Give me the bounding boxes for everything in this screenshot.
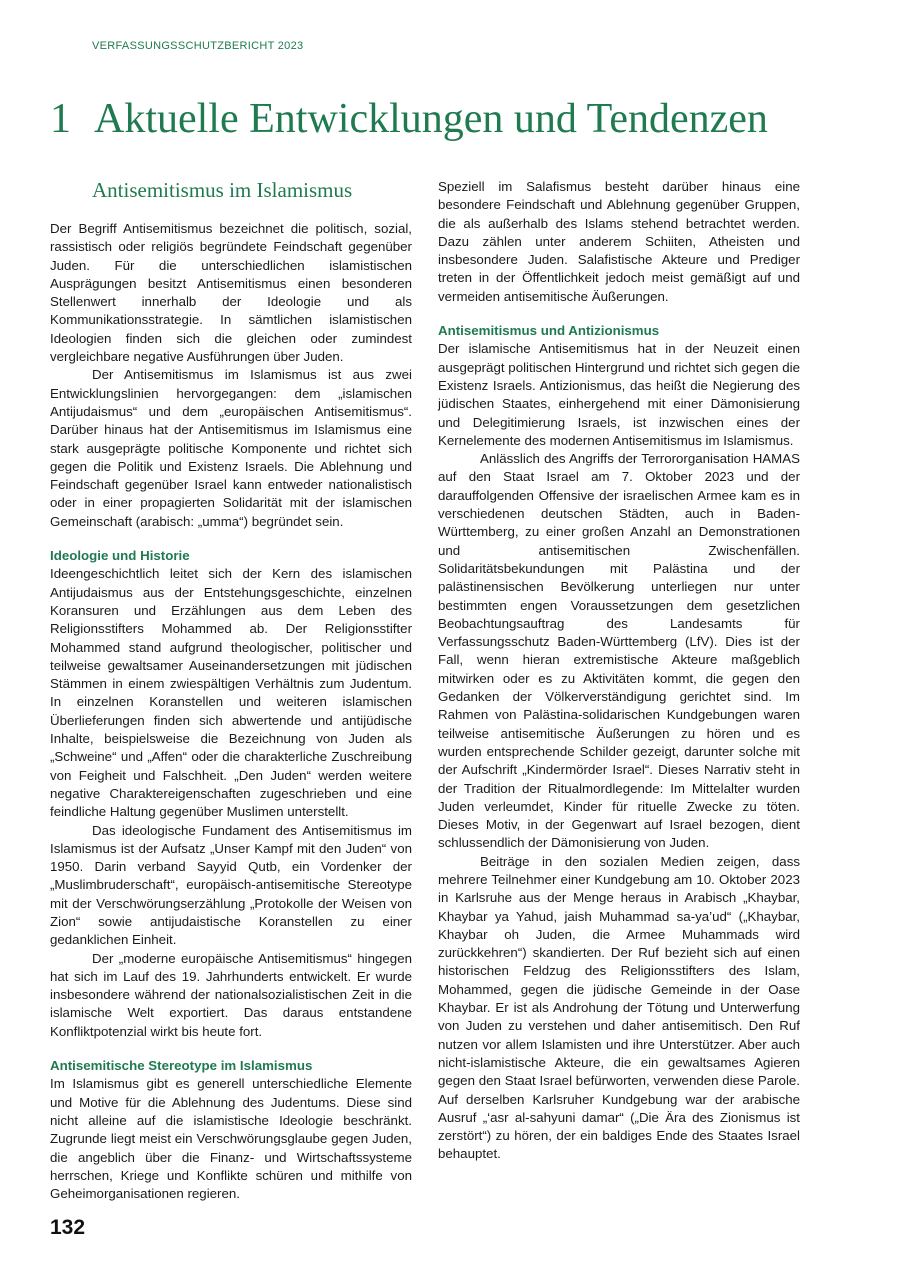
paragraph: Ideengeschichtlich leitet sich der Kern des islamischen Antijudaismus aus der Entstehungsgeschichte, einzelnen Koransuren und Erzählungen aus dem Leben des Religionsstifters Mohammed ab. Der Religionsstifter Mohammed stand aufgrund theologischer, politischer und teilweise gewaltsamer Auseinandersetzungen mit jüdischen Stämmen in einem zwiespältigen Verhältnis zum Judentum. In einzelnen Koranstellen und weiteren islamischen Überlieferungen finden sich abwertende und antijüdische Inhalte, beispielsweise die Bezeichnung von Juden als „Schweine“ und „Affen“ oder die charakterliche Zuschreibung von Feigheit und Falschheit. „Den Juden“ werden weitere negative Charaktereigenschaften zugeschrieben und eine feindliche Haltung gegenüber Muslimen unterstellt. — [50, 566, 412, 820]
paragraph: Der Antisemitismus im Islamismus ist aus zwei Entwicklungslinien hervorgegangen: dem „islamischen Antijudaismus“ und dem „europäischen Antisemitismus“. Darüber hinaus hat der Antisemitismus im Islamismus eine stark ausgeprägte politische Komponente und richtet sich gegen die Politik und Existenz Israels. Die Ablehnung und Feindschaft gegenüber Israel kann entweder nationalistisch oder in einer propagierten Solidarität mit der islamischen Gemeinschaft (arabisch: „umma“) begründet sein. — [50, 367, 412, 529]
paragraph: Anlässlich des Angriffs der Terrororganisation HAMAS auf den Staat Israel am 7. Oktober 2023 und der darauffolgenden Offensive der israelischen Armee kam es in verschiedenen deutschen Städten, auch in Baden-Württemberg, zu einer großen Anzahl an Demonstrationen und antisemitischen Zwischenfällen. Solidaritätsbekundungen mit Palästina und der palästinensischen Bevölkerung unterliegen nur unter bestimmten engen Voraussetzungen dem gesetzlichen Beobachtungsauftrag des Landesamts für Verfassungsschutz Baden-Württemberg (LfV). Dies ist der Fall, wenn hieran extremistische Akteure maßgeblich mitwirken oder es zu Aktivitäten kommt, die gegen den Gedanken der Völkerverständigung gerichtet sind. Im Rahmen von Palästina-solidarischen Kundgebungen waren teilweise antisemitische Äußerungen zu hören und es wurden entsprechende Schilder gezeigt, darunter solche mit der Aufschrift „Kindermörder Israel“. Dieses Narrativ steht in der Tradition der Ritualmordlegende: Im Mittelalter wurden Juden verleumdet, Kinder für rituelle Zwecke zu töten. Dieses Motiv, in der Gegenwart auf Israel bezogen, dient schlussendlich der Dämonisierung von Juden. — [438, 451, 800, 851]
chapter-title-text: Aktuelle Entwicklungen und Tendenzen — [94, 96, 768, 142]
chapter-title — [50, 95, 870, 143]
section-title: Antisemitismus im Islamismus — [92, 178, 353, 202]
paragraph: Das ideologische Fundament des Antisemitismus im Islamismus ist der Aufsatz „Unser Kampf mit den Juden“ von 1950. Darin verband Sayyid Qutb, ein Vordenker der „Muslimbruderschaft“, europäisch-antisemitische Stereotype mit der Verschwörungserzählung „Protokolle der Weisen von Zion“ sowie antijudaistische Koranstellen zu einer gedanklichen Einheit. — [50, 822, 412, 948]
page-number: 132 — [50, 1216, 86, 1239]
paragraph: Im Islamismus gibt es generell unterschiedliche Elemente und Motive für die Ablehnung des Judentums. Diese sind nicht alleine auf die islamistische Ideologie beschränkt. Zugrunde liegt meist ein Verschwörungsglaube gegen Juden, die angeblich über die Finanz- und Wirtschaftssysteme herrschen, Kriege und Konflikte schüren und mithilfe von Geheimorganisationen regieren. — [50, 1076, 412, 1202]
paragraph: Der „moderne europäische Antisemitismus“ hingegen hat sich im Lauf des 19. Jahrhunderts entwickelt. Er wurde insbesondere während der nationalsozialistischen Zeit in die islamische Welt exportiert. Das daraus entstandene Konfliktpotenzial wirkt bis heute fort. — [50, 950, 412, 1039]
left-column — [50, 178, 412, 1203]
chapter-number: 1 — [50, 96, 71, 142]
paragraph: Der islamische Antisemitismus hat in der Neuzeit einen ausgeprägt politischen Hintergrund und richtet sich gegen die Existenz Israels. Antizionismus, das heißt die Negierung des jüdischen Staates, einhergehend mit einer Dämonisierung und Delegitimierung Israels, ist inzwischen eines der Kernelemente des modernen Antisemitismus im Islamismus. — [438, 341, 800, 448]
paragraph: Beiträge in den sozialen Medien zeigen, dass mehrere Teilnehmer einer Kundgebung am 10. Oktober 2023 in Karlsruhe aus der Menge heraus in Arabisch „Khaybar, Khaybar ya Yahud, jaish Muhammad sa-ya’ud“ („Khaybar, Khaybar oh Juden, die Armee Muhammads wird zurückkehren“) skandierten. Der Ruf bezieht sich auf einen historischen Feldzug des Religionsstifters des Islam, Mohammed, gegen die jüdische Gemeinde in der Oase Khaybar. Er ist als Androhung der Tötung und Unterwerfung von Juden zu verstehen und daher antisemitisch. Den Ruf nutzen vor allem Islamisten und ihre Unterstützer. Aber auch nicht-islamistische Akteure, die ein gewaltsames Agieren gegen den Staat Israel befürworten, verwenden diese Parole. Auf derselben Karlsruher Kundgebung war der arabische Ausruf „‘asr al-sahyuni damar“ („Die Ära des Zionismus ist zerstört“) zu hören, der ein baldiges Ende des Staates Israel behauptet. — [438, 853, 800, 1162]
paragraph: Der Begriff Antisemitismus bezeichnet die politisch, sozial, rassistisch oder religiös begründete Feindschaft gegenüber Juden. Für die unterschiedlichen islamistischen Ausprägungen besitzt Antisemitismus einen besonderen Stellenwert innerhalb der Ideologie und als Kommunikationsstrategie. In sämtlichen islamistischen Ideologien finden sich die gleichen oder zumindest vergleichbare negative Ausführungen über Juden. — [50, 221, 412, 365]
right-column — [438, 178, 800, 1164]
subheading-stereotype: Antisemitische Stereotype im Islamismus — [50, 1058, 313, 1074]
subheading-antizionismus: Antisemitismus und Antizionismus — [438, 323, 660, 339]
subheading-ideologie: Ideologie und Historie — [50, 548, 190, 564]
running-head: VERFASSUNGSSCHUTZBERICHT 2023 — [92, 40, 304, 52]
paragraph: Speziell im Salafismus besteht darüber hinaus eine besondere Feindschaft und Ablehnung gegenüber Gruppen, die als außerhalb des Islams stehend betrachtet werden. Dazu zählen unter anderem Schiiten, Atheisten und insbesondere Juden. Salafistische Akteure und Prediger treten in der Öffentlichkeit jedoch meist gemäßigt auf und vermeiden antisemitische Äußerungen. — [438, 179, 800, 304]
